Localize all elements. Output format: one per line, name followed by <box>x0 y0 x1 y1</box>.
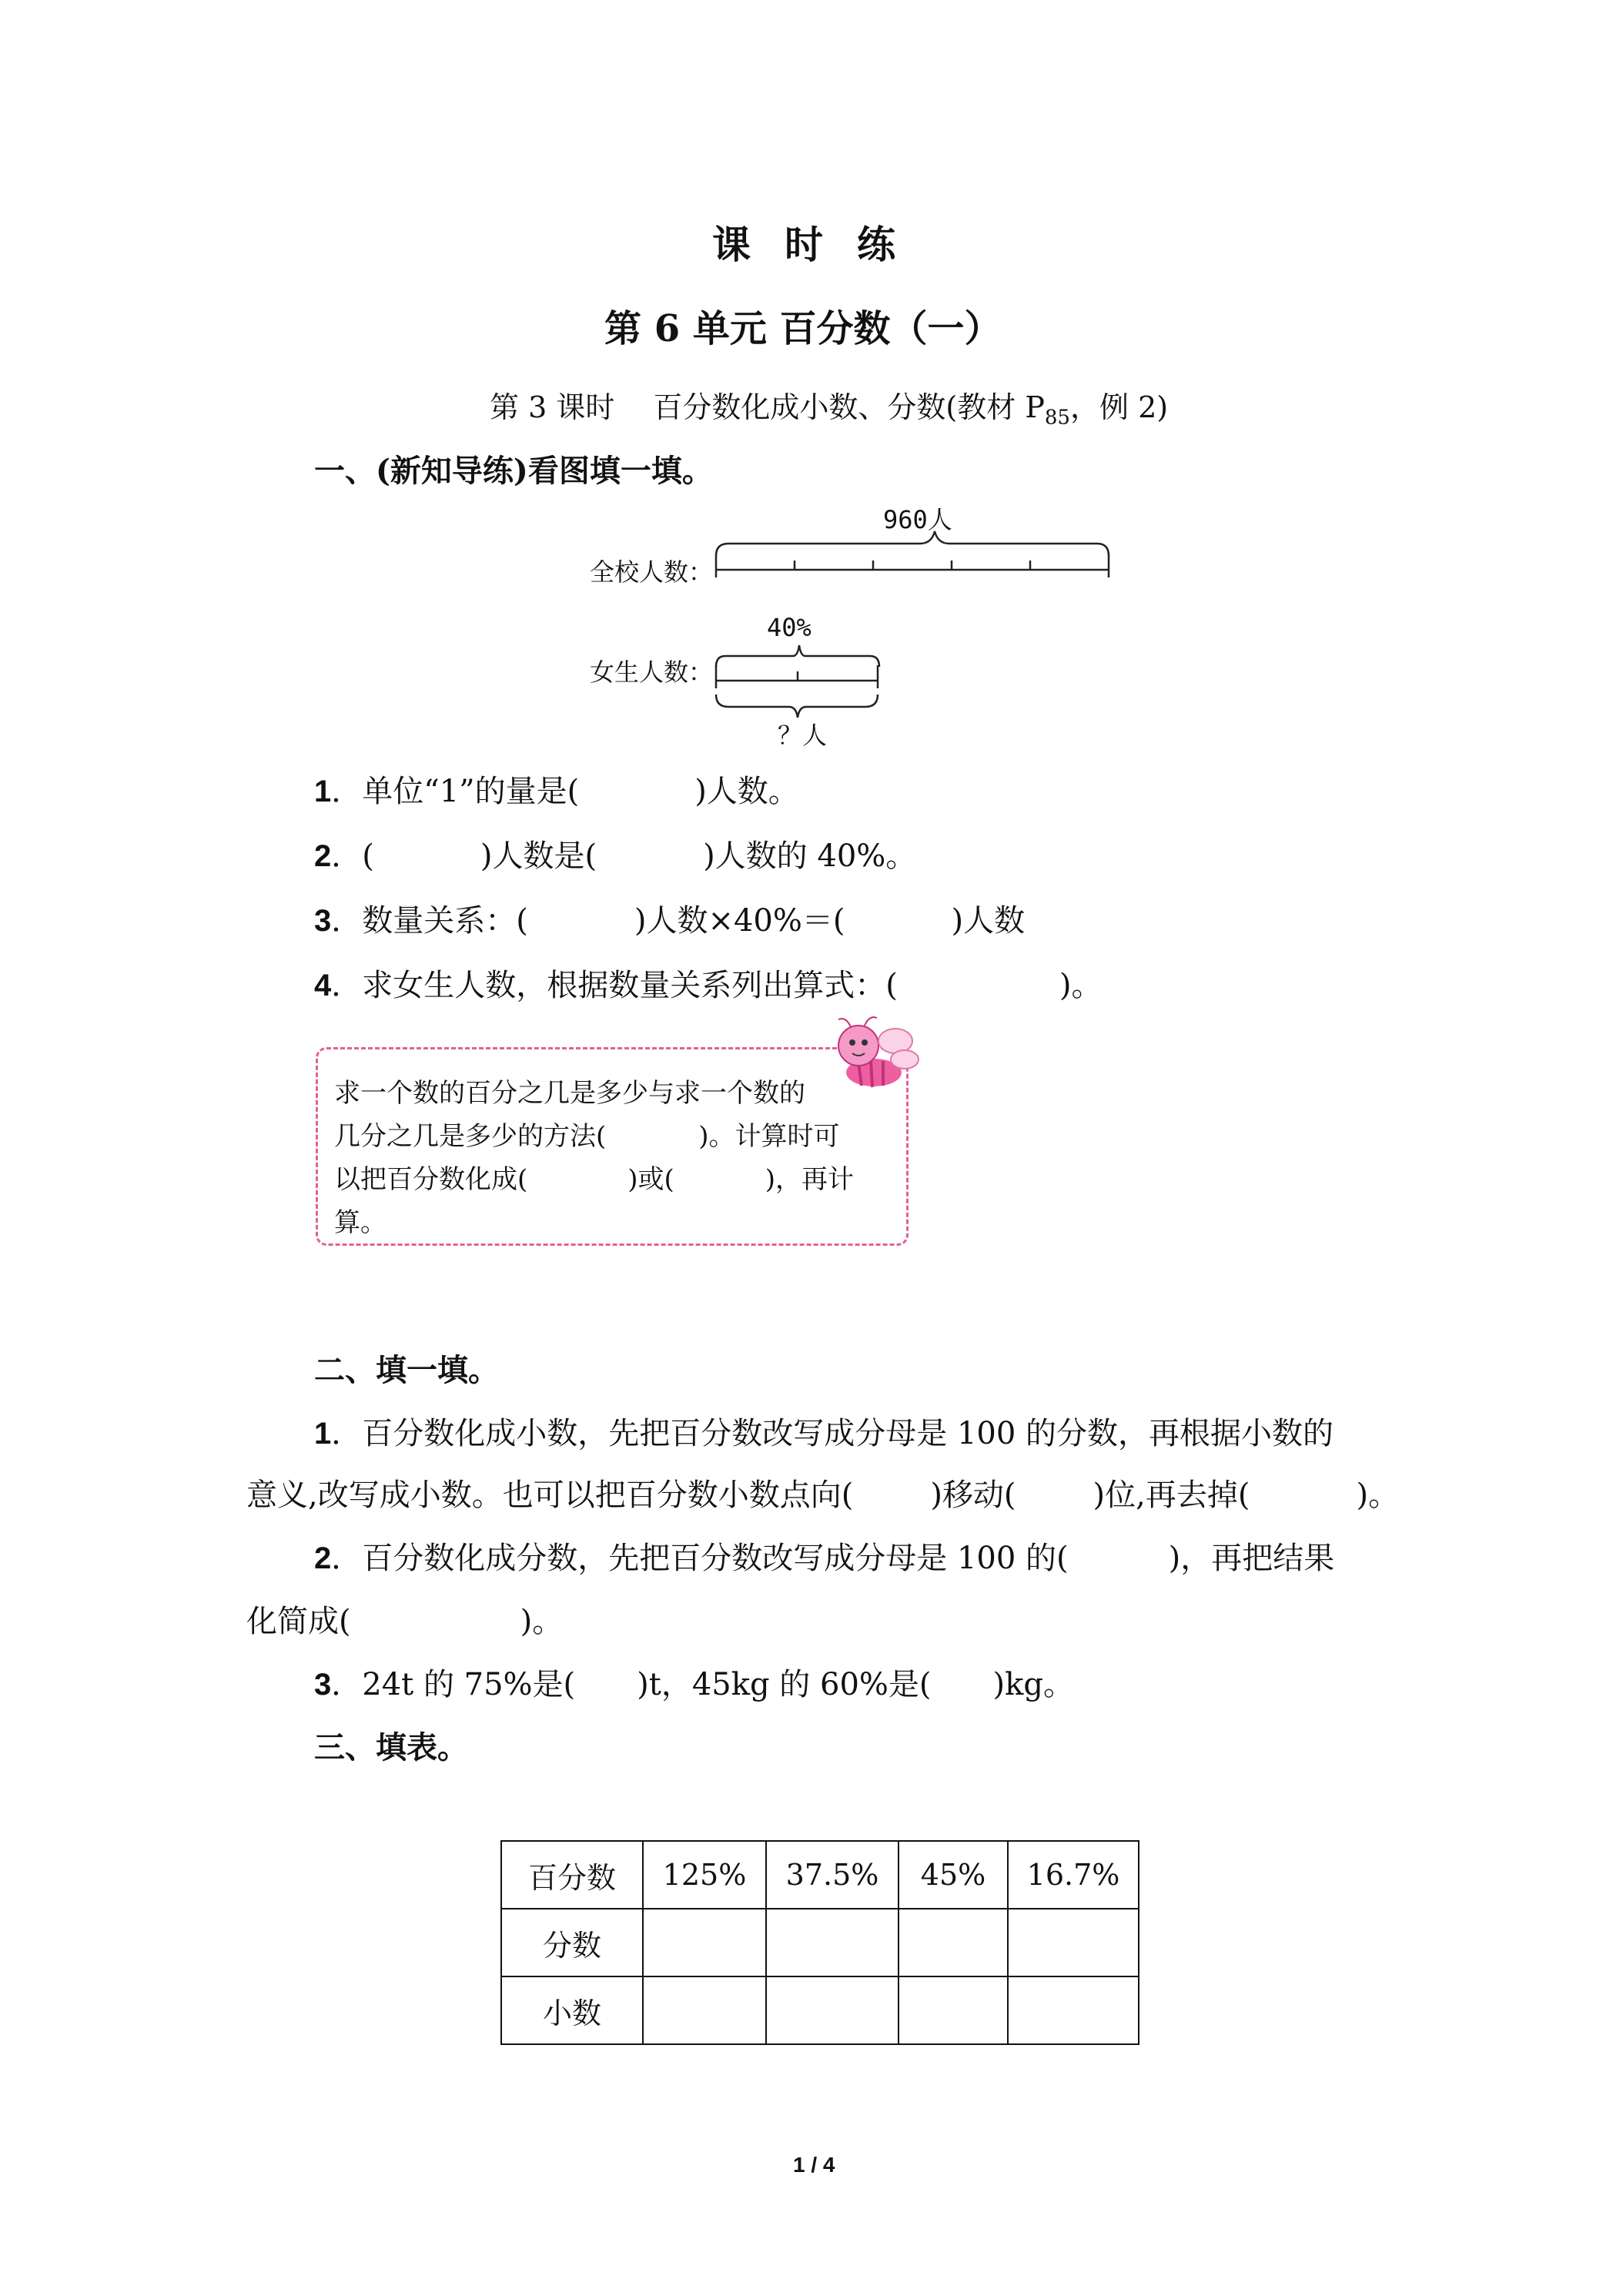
s1-question-4: 4．求女生人数，根据数量关系列出算式：( )。 <box>314 968 1103 1003</box>
q-text: ( <box>362 838 374 874</box>
section1-heading: 一、(新知导练)看图填一填。 <box>314 453 713 489</box>
page-title: 课时练 <box>712 222 929 267</box>
q-number: 1 <box>314 1417 332 1451</box>
tip-text: )。计算时可 <box>698 1121 840 1152</box>
q-text: 百分数化成小数，先把百分数改写成分母是 100 的分数，再根据小数的 <box>362 1416 1334 1451</box>
q-text: )。 <box>1059 968 1103 1003</box>
lesson-page-sub: 85 <box>1044 406 1070 430</box>
table-row <box>501 1976 1139 2044</box>
q-text: )人数的 40%。 <box>703 838 917 874</box>
q-text: )人数×40%＝( <box>634 903 845 939</box>
q-text: )。 <box>1356 1478 1400 1513</box>
q-number: 2 <box>314 1541 332 1575</box>
q-text: 单位“1”的量是( <box>362 774 580 809</box>
q-text: )人数。 <box>694 774 799 809</box>
table-header-cell: 45% <box>899 1841 1008 1909</box>
s1-question-1: 1．单位“1”的量是( )人数。 <box>314 774 799 809</box>
tip-line-3 <box>334 1158 854 1196</box>
s2-question-2-line2 <box>246 1597 563 1641</box>
lesson-prefix: 第 3 课时 百分数化成小数、分数(教材 P <box>490 390 1045 424</box>
girls-label: 女生人数： <box>590 658 714 687</box>
girls-top-brace <box>716 645 879 667</box>
q-text: )移动( <box>930 1478 1016 1513</box>
table-cell[interactable] <box>643 1909 766 1976</box>
lesson-title <box>490 383 1168 430</box>
table-header-cell: 125% <box>643 1841 766 1909</box>
q-number: 4 <box>314 969 332 1002</box>
q-text: 数量关系：( <box>362 903 528 939</box>
q-text: )人数 <box>951 903 1026 939</box>
q-text: 24t 的 75%是( <box>362 1667 576 1702</box>
q-number: 3 <box>314 1668 332 1702</box>
table-row <box>501 1841 1139 1909</box>
table-cell[interactable] <box>643 1976 766 2044</box>
q-text: 化简成( <box>246 1604 351 1639</box>
q-text: )人数是( <box>480 838 597 874</box>
table-cell[interactable] <box>766 1976 899 2044</box>
tip-text: 以把百分数化成( <box>334 1164 528 1195</box>
s2-question-1-line1: 1．百分数化成小数，先把百分数改写成分母是 100 的分数，再根据小数的 <box>314 1416 1334 1451</box>
q-text: 求女生人数，根据数量关系列出算式：( <box>362 968 898 1003</box>
tip-line-2 <box>334 1115 840 1153</box>
page-number: 1 / 4 <box>793 2153 835 2177</box>
q-text: 百分数化成分数，先把百分数改写成分母是 100 的( <box>362 1541 1069 1576</box>
s2-question-3: 3．24t 的 75%是( )t，45kg 的 60%是( )kg。 <box>314 1667 1074 1702</box>
table-cell[interactable] <box>1008 1976 1139 2044</box>
table-row <box>501 1909 1139 1976</box>
lesson-suffix: ，例 2) <box>1069 390 1169 424</box>
bee-mascot-icon <box>828 1015 928 1099</box>
girls-bottom-brace <box>716 694 878 718</box>
section2-heading: 二、填一填。 <box>314 1352 499 1388</box>
q-text: 意义,改写成小数。也可以把百分数小数点向( <box>246 1478 854 1513</box>
segment-diagram <box>570 493 1124 747</box>
total-label: 全校人数： <box>590 557 714 587</box>
table-cell[interactable] <box>766 1909 899 1976</box>
unknown-people-label: ？人 <box>778 721 828 750</box>
q-text: )位,再去掉( <box>1093 1478 1250 1513</box>
s1-question-3: 3．数量关系：( )人数×40%＝( )人数 <box>314 903 1026 939</box>
table-cell[interactable] <box>899 1976 1008 2044</box>
section3-heading: 三、填表。 <box>314 1729 468 1766</box>
table-cell[interactable] <box>899 1909 1008 1976</box>
conversion-table <box>500 1840 1139 2045</box>
q-text: )。 <box>520 1604 564 1639</box>
s2-question-2-line1: 2．百分数化成分数，先把百分数改写成分母是 100 的( )，再把结果 <box>314 1541 1335 1576</box>
table-cell[interactable] <box>1008 1909 1139 1976</box>
q-number: 2 <box>314 839 332 873</box>
s1-question-2: 2．( )人数是( )人数的 40%。 <box>314 838 917 874</box>
q-text: )t，45kg 的 60%是( <box>637 1667 932 1702</box>
table-header-cell: 16.7% <box>1008 1841 1139 1909</box>
total-value-label: 960人 <box>883 505 952 534</box>
tip-text: 几分之几是多少的方法( <box>334 1121 607 1152</box>
tip-text: )或( <box>627 1164 674 1195</box>
table-row-label: 分数 <box>501 1909 643 1976</box>
tip-text: )，再计 <box>765 1164 855 1195</box>
q-text: )kg。 <box>992 1667 1074 1702</box>
unit-title: 第 6 单元 百分数（一） <box>604 307 1002 350</box>
table-header-cell: 百分数 <box>501 1841 643 1909</box>
girls-percent-label: 40% <box>767 613 812 642</box>
tip-line-4: 算。 <box>334 1207 387 1238</box>
table-row-label: 小数 <box>501 1976 643 2044</box>
q-text: )，再把结果 <box>1168 1541 1335 1576</box>
q-number: 3 <box>314 904 332 938</box>
table-header-cell: 37.5% <box>766 1841 899 1909</box>
q-number: 1 <box>314 775 332 808</box>
s2-question-1-line2 <box>246 1471 1399 1514</box>
tip-line-1: 求一个数的百分之几是多少与求一个数的 <box>334 1078 805 1109</box>
